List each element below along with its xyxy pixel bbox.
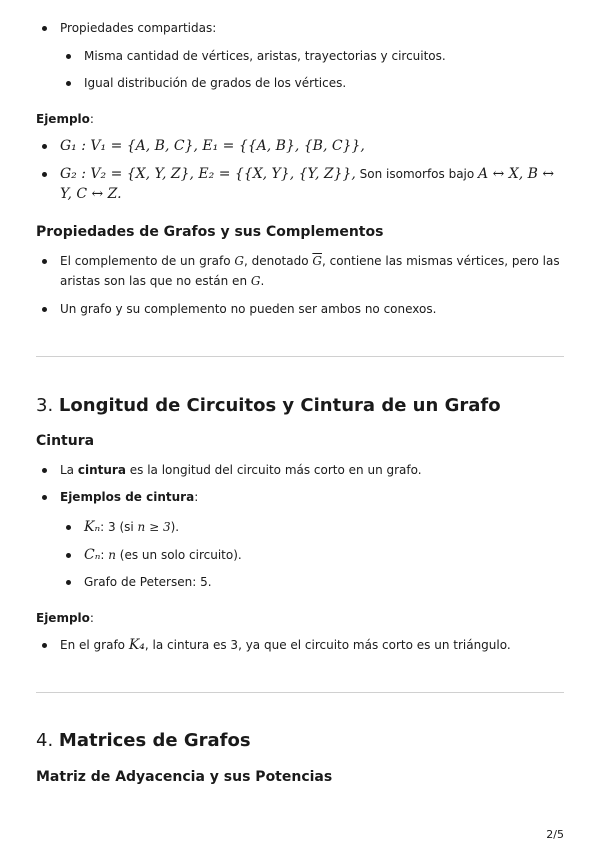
cintura-example-list <box>36 635 564 655</box>
divider-2 <box>36 692 564 693</box>
example-g2: G₂ : V₂ = {X, Y, Z}, E₂ = {{X, Y}, {Y, Z}}, <box>60 166 356 182</box>
list-item: En el grafo K₄, la cintura es 3, ya que el circuito más corto es un triángulo. <box>36 635 564 655</box>
section-3-title: 3. Longitud de Circuitos y Cintura de un Grafo <box>36 395 501 416</box>
example-map-cont: Y, C ↔ Z. <box>60 186 122 202</box>
list-item <box>36 73 564 93</box>
example-label: Ejemplo: <box>36 112 94 126</box>
shared-props-sublist-2 <box>36 73 564 93</box>
example-list <box>36 136 564 156</box>
example-g1: G₁ : V₁ = {A, B, C}, E₁ = {{A, B}, {B, C}}, <box>60 138 365 154</box>
cintura-examples-sublist <box>36 517 564 537</box>
cintura-examples-sublist-3 <box>36 572 564 592</box>
list-item: Cₙ: n (es un solo circuito). <box>36 545 564 565</box>
example-iso-text: Son isomorfos bajo <box>355 167 479 181</box>
adjacency-heading: Matriz de Adyacencia y sus Potencias <box>36 769 333 785</box>
shared-prop-text: Misma cantidad de vértices, aristas, trayectorias y circuitos. <box>84 49 446 63</box>
list-item: Grafo de Petersen: 5. <box>36 572 564 592</box>
complements-list <box>36 251 564 291</box>
page-number: 2/5 <box>546 828 564 841</box>
list-item: La cintura es la longitud del circuito más corto en un grafo. <box>36 460 564 480</box>
list-item <box>36 164 564 204</box>
cintura-list <box>36 460 564 480</box>
complements-heading: Propiedades de Grafos y sus Complementos <box>36 224 384 240</box>
list-item: Kₙ: 3 (si n ≥ 3). <box>36 517 564 537</box>
cintura-list-2 <box>36 487 564 507</box>
example-list-2 <box>36 164 564 204</box>
shared-prop-text: Igual distribución de grados de los vértices. <box>84 76 347 90</box>
complements-list-2 <box>36 299 564 319</box>
example-map: A ↔ X, B ↔ <box>478 166 555 182</box>
divider <box>36 356 564 357</box>
list-item <box>36 18 564 38</box>
list-item <box>36 46 564 66</box>
shared-props-sublist <box>36 46 564 66</box>
section-4-title: 4. Matrices de Grafos <box>36 730 251 751</box>
list-item: El complemento de un grafo G, denotado $\overline{G}$, contiene las mismas vértices, pero las aristas son las que no están en G. <box>36 251 564 291</box>
list-item <box>36 136 564 156</box>
list-item: Un grafo y su complemento no pueden ser ambos no conexos. <box>36 299 564 319</box>
shared-props-label: Propiedades compartidas: <box>60 21 217 35</box>
complement-g-bar: $\overline{G}$ <box>312 254 322 268</box>
shared-props-list <box>36 18 564 38</box>
cintura-heading: Cintura <box>36 433 95 449</box>
example-label-2: Ejemplo: <box>36 611 94 625</box>
list-item: Ejemplos de cintura: <box>36 487 564 507</box>
cintura-examples-sublist-2 <box>36 545 564 565</box>
